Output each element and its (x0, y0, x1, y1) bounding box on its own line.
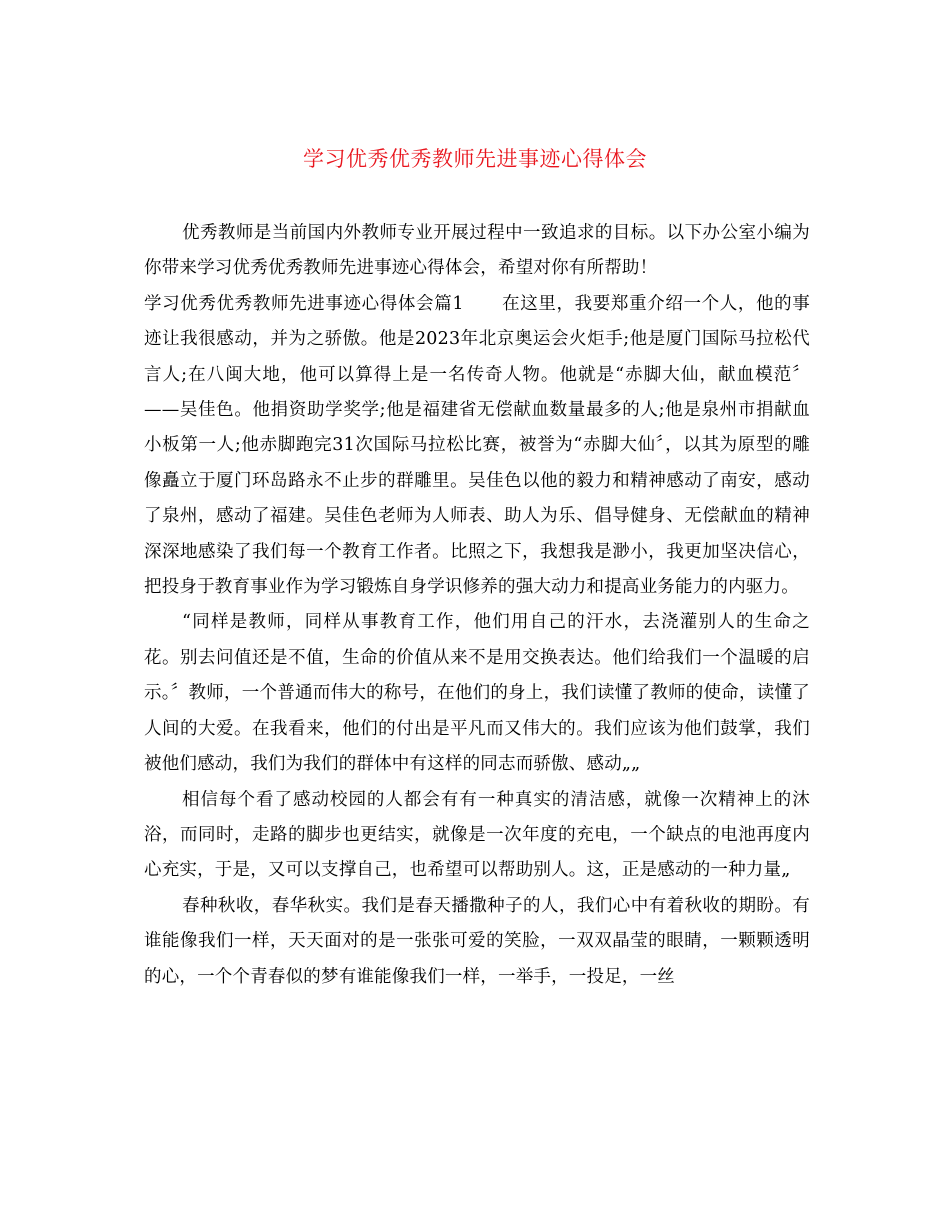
document-title: 学习优秀优秀教师先进事迹心得体会 (303, 147, 647, 171)
section-body: 在这里，我要郑重介绍一个人，他的事迹让我很感动，并为之骄傲。他是2023年北京奥运会火炬手;他是厦门国际马拉松代言人;在八闽大地，他可以算得上是一名传奇人物。他就是“赤脚大仙，献血模范〞——吴佳色。他捐资助学奖学;他是福建省无偿献血数量最多的人;他是泉州市捐献血小板第一人;他赤脚跑完31次国际马拉松比赛，被誉为“赤脚大仙〞，以其为原型的雕像矗立于厦门环岛路永不止步的群雕里。吴佳色以他的毅力和精神感动了南安，感动了泉州，感动了福建。吴佳色老师为人师表、助人为乐、倡导健身、无偿献血的精神深深地感染了我们每一个教育工作者。比照之下，我想我是渺小，我更加坚决信心，把投身于教育事业作为学习锻炼自身学识修养的强大动力和提高业务能力的内驱力。 (144, 293, 811, 598)
section-paragraph (144, 287, 810, 606)
section-heading: 学习优秀优秀教师先进事迹心得体会篇1 (144, 293, 464, 314)
body-paragraph: 相信每个看了感动校园的人都会有有一种真实的清洁感，就像一次精神上的沐浴，而同时，走路的脚步也更结实，就像是一次年度的充电，一个缺点的电池再度内心充实，于是，又可以支撑自己，也希望可以帮助别人。这，正是感动的一种力量„ (144, 789, 810, 881)
document-body (144, 216, 810, 995)
body-paragraph: “同样是教师，同样从事教育工作，他们用自己的汗水，去浇灌别人的生命之花。别去问值还是不值，生命的价值从来不是用交换表达。他们给我们一个温暖的启示。〞教师，一个普通而伟大的称号，在他们的身上，我们读懂了教师的使命，读懂了人间的大爱。在我看来，他们的付出是平凡而又伟大的。我们应该为他们鼓掌，我们被他们感动，我们为我们的群体中有这样的同志而骄傲、感动„„ (144, 612, 810, 775)
body-paragraph: 春种秋收，春华秋实。我们是春天播撒种子的人，我们心中有着秋收的期盼。有谁能像我们一样，天天面对的是一张张可爱的笑脸，一双双晶莹的眼睛，一颗颗透明的心，一个个青春似的梦有谁能像我们一样，一举手，一投足，一丝 (144, 895, 810, 987)
intro-paragraph: 优秀教师是当前国内外教师专业开展过程中一致追求的目标。以下办公室小编为你带来学习优秀优秀教师先进事迹心得体会，希望对你有所帮助！ (144, 223, 810, 279)
